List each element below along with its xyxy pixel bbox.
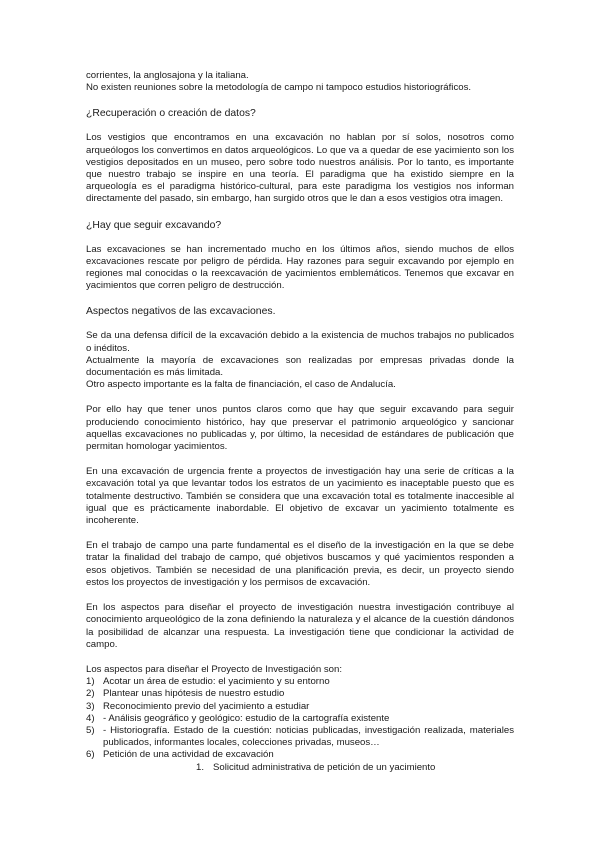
list-item: [86, 749, 514, 761]
numbered-list: [86, 676, 514, 774]
paragraph: Por ello hay que tener unos puntos claros como que hay que seguir excavando para seguir produciendo conocimiento histórico, hay que preservar el patrimonio arqueológico y sancionar aquellas excavaciones no publicadas y, por último, la necesidad de estándares de publicación que permitan homologar yacimientos.: [86, 404, 514, 453]
list-item: [86, 676, 514, 688]
list-text: Reconocimiento previo del yacimiento a estudiar: [103, 700, 310, 712]
intro-line: corrientes, la anglosajona y la italiana.: [86, 70, 249, 81]
list-number: 6): [86, 749, 95, 761]
list-item: [86, 688, 514, 700]
paragraph: Se da una defensa difícil de la excavación debido a la existencia de muchos trabajos no publicados o inéditos.: [86, 330, 514, 354]
list-text: - Historiografía. Estado de la cuestión: noticias publicadas, investigación realizada, materiales publicados, informantes locales, colecciones privadas, museos…: [103, 724, 514, 749]
list-number: 5): [86, 724, 95, 736]
intro-line: No existen reuniones sobre la metodología de campo ni tampoco estudios historiográficos.: [86, 82, 472, 94]
list-intro: Los aspectos para diseñar el Proyecto de Investigación son:: [86, 663, 342, 675]
list-number: 4): [86, 712, 95, 724]
section-heading: ¿Recuperación o creación de datos?: [86, 108, 256, 120]
paragraph: En el trabajo de campo una parte fundamental es el diseño de la investigación en la que se debe tratar la finalidad del trabajo de campo, qué objetivos buscamos y qué yacimientos responden a esos objetivos. También se necesidad de una planificación previa, es decir, un proyecto siendo estos los proyectos de investigación y los permisos de excavación.: [86, 540, 514, 588]
list-text: Plantear unas hipótesis de nuestro estudio: [103, 688, 285, 700]
sublist-number: 1.: [196, 761, 205, 773]
list-item: [86, 725, 514, 749]
list-item: [86, 713, 514, 725]
list-item: [86, 701, 514, 713]
section-heading: ¿Hay que seguir excavando?: [86, 219, 222, 231]
sublist-item: [86, 762, 514, 774]
paragraph: En los aspectos para diseñar el proyecto de investigación nuestra investigación contribuye al conocimiento arqueológico de la zona definiendo la naturaleza y el alcance de la cuestión dándonos la posibilidad de alcanzar una respuesta. La investigación tiene que condicionar la actividad de campo.: [86, 602, 514, 650]
paragraph: En una excavación de urgencia frente a proyectos de investigación hay una serie de críticas a la excavación total ya que levantar todos los estratos de un yacimiento es inaceptable puesto que es totalmente destructivo. También se considera que una excavación total es totalmente inaccesible al igual que es prácticamente inabordable. El objetivo de excavar un yacimiento totalmente es incoherente.: [86, 466, 514, 527]
paragraph: Las excavaciones se han incrementado mucho en los últimos años, siendo muchos de ellos excavaciones rescate por peligro de pérdida. Hay razones para seguir excavando por ejemplo en regiones mal conocidas o la reexcavación de yacimientos emblemáticos. Tenemos que excavar en yacimientos que corren peligro de destrucción.: [86, 243, 514, 292]
list-number: 2): [86, 688, 95, 700]
list-text: Petición de una actividad de excavación: [103, 749, 274, 761]
list-number: 3): [86, 700, 95, 712]
paragraph: Los vestigios que encontramos en una excavación no hablan por sí solos, nosotros como arqueólogos los convertimos en datos arqueológicos. Lo que va a quedar de ese yacimiento son los vestigios depositados en un museo, pero sobre todo nuestros análisis. Por lo tanto, es importante que nuestro trabajo se inspire en una teoría. El paradigma que ha existido siempre en la arqueología es el paradigma histórico-cultural, para este paradigma los vestigios nos informan directamente del pasado, sin embargo, han surgido otros que le dan a esos vestigios otra imagen.: [86, 132, 514, 205]
list-number: 1): [86, 676, 95, 688]
sublist-text: Solicitud administrativa de petición de un yacimiento: [213, 761, 436, 773]
paragraph: Otro aspecto importante es la falta de financiación, el caso de Andalucía.: [86, 379, 396, 391]
list-text: Acotar un área de estudio: el yacimiento y su entorno: [103, 676, 330, 688]
section-heading: Aspectos negativos de las excavaciones.: [86, 306, 276, 318]
list-text: - Análisis geográfico y geológico: estudio de la cartografía existente: [103, 712, 390, 724]
document-page: [86, 70, 514, 774]
paragraph: Actualmente la mayoría de excavaciones son realizadas por empresas privadas donde la documentación es más limitada.: [86, 354, 514, 379]
